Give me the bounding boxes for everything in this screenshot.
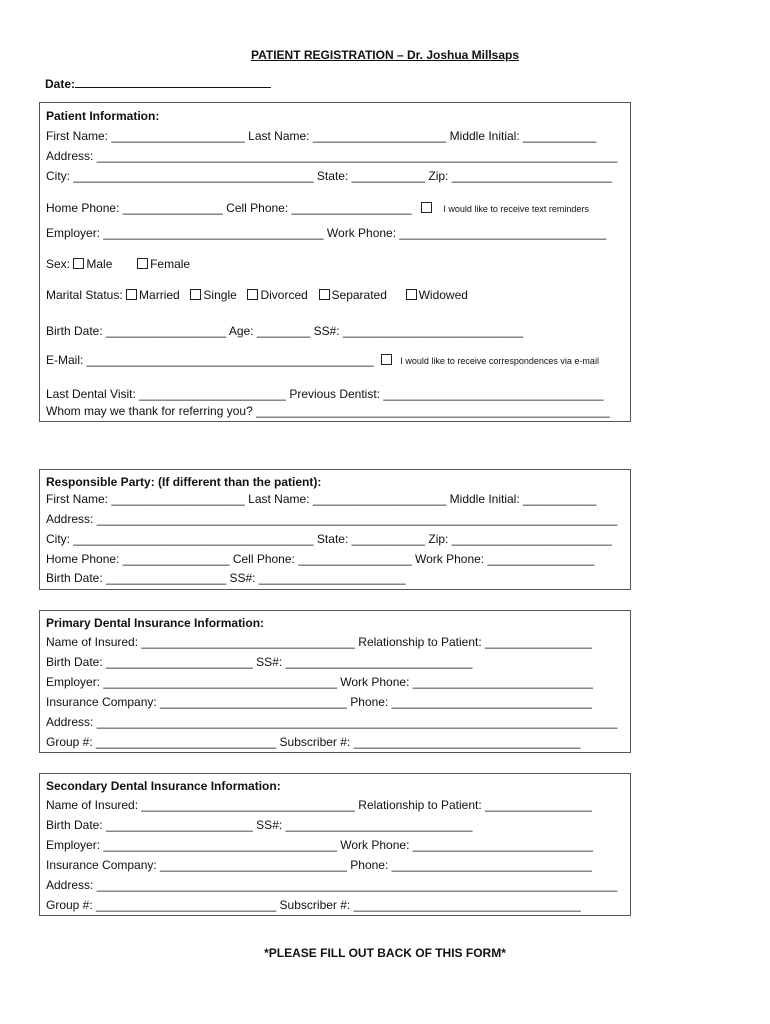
last-visit-row[interactable]: Last Dental Visit: ______________________ Previous Dentist: _________________________________: [46, 387, 604, 401]
secondary-insurance-section: [39, 773, 631, 916]
widowed-checkbox[interactable]: [406, 289, 417, 300]
primary-insurance-section: [39, 610, 631, 753]
widowed-label: Widowed: [418, 288, 468, 302]
divorced-checkbox[interactable]: [247, 289, 258, 300]
birth-date-row[interactable]: Birth Date: ______________________ SS#: ____________________________: [46, 655, 473, 669]
marital-status-label: Marital Status:: [46, 288, 123, 302]
address-row[interactable]: Address: ______________________________________________________________________________: [46, 512, 618, 526]
female-label: Female: [150, 257, 191, 271]
email-row[interactable]: [46, 353, 599, 368]
birth-date-row[interactable]: Birth Date: __________________ Age: ________ SS#: ___________________________: [46, 324, 524, 338]
divorced-label: Divorced: [260, 288, 308, 302]
section-header: Secondary Dental Insurance Information:: [46, 779, 281, 793]
address-row[interactable]: Address: ______________________________________________________________________________: [46, 715, 618, 729]
city-row[interactable]: City: ____________________________________ State: ___________ Zip: ________________________: [46, 169, 612, 183]
name-row[interactable]: First Name: ____________________ Last Name: ____________________ Middle Initial: ___________: [46, 492, 597, 506]
date-label: Date:: [45, 77, 76, 91]
section-header: Primary Dental Insurance Information:: [46, 616, 265, 630]
phone-row[interactable]: Home Phone: ________________ Cell Phone: _________________ Work Phone: ________________: [46, 552, 595, 566]
insurance-company-row[interactable]: Insurance Company: ____________________________ Phone: ______________________________: [46, 695, 592, 709]
patient-information-section: [39, 102, 631, 422]
group-row[interactable]: Group #: ___________________________ Subscriber #: __________________________________: [46, 898, 581, 912]
female-checkbox[interactable]: [137, 258, 148, 269]
date-field[interactable]: [45, 77, 271, 91]
birth-date-row[interactable]: Birth Date: __________________ SS#: ______________________: [46, 571, 406, 585]
section-header: Patient Information:: [46, 109, 160, 123]
text-reminder-checkbox[interactable]: [421, 202, 432, 213]
form-title: PATIENT REGISTRATION – Dr. Joshua Millsaps: [250, 48, 520, 62]
employer-row[interactable]: Employer: _________________________________ Work Phone: _______________________________: [46, 226, 607, 240]
group-row[interactable]: Group #: ___________________________ Subscriber #: __________________________________: [46, 735, 581, 749]
name-row[interactable]: First Name: ____________________ Last Name: ____________________ Middle Initial: ___________: [46, 129, 597, 143]
male-checkbox[interactable]: [73, 258, 84, 269]
phone-line[interactable]: Home Phone: _______________ Cell Phone: __________________: [46, 201, 412, 215]
referral-row[interactable]: Whom may we thank for referring you? _____________________________________________________: [46, 404, 610, 418]
email-line[interactable]: E-Mail: ___________________________________________: [46, 353, 374, 367]
text-reminder-label: I would like to receive text reminders: [443, 204, 589, 214]
insurance-company-row[interactable]: Insurance Company: ____________________________ Phone: ______________________________: [46, 858, 592, 872]
married-label: Married: [139, 288, 180, 302]
address-row[interactable]: Address: ______________________________________________________________________________: [46, 149, 618, 163]
footer-note: *PLEASE FILL OUT BACK OF THIS FORM*: [264, 946, 506, 960]
sex-label: Sex:: [46, 257, 71, 271]
email-pref-label: I would like to receive correspondences via e-mail: [400, 356, 599, 366]
male-label: Male: [86, 257, 113, 271]
insured-name-row[interactable]: Name of Insured: ________________________________ Relationship to Patient: ________________: [46, 798, 592, 812]
separated-label: Separated: [331, 288, 387, 302]
city-row[interactable]: City: ____________________________________ State: ___________ Zip: ________________________: [46, 532, 612, 546]
single-label: Single: [203, 288, 237, 302]
phone-row[interactable]: [46, 201, 589, 216]
marital-status-row: [46, 288, 468, 302]
sex-row: [46, 257, 190, 271]
responsible-party-section: [39, 469, 631, 590]
employer-row[interactable]: Employer: ___________________________________ Work Phone: ___________________________: [46, 838, 593, 852]
insured-name-row[interactable]: Name of Insured: ________________________________ Relationship to Patient: ________________: [46, 635, 592, 649]
address-row[interactable]: Address: ______________________________________________________________________________: [46, 878, 618, 892]
section-header: Responsible Party: (If different than the patient):: [46, 475, 322, 489]
email-pref-checkbox[interactable]: [381, 354, 392, 365]
single-checkbox[interactable]: [190, 289, 201, 300]
separated-checkbox[interactable]: [319, 289, 330, 300]
married-checkbox[interactable]: [126, 289, 137, 300]
date-line[interactable]: [75, 77, 271, 88]
employer-row[interactable]: Employer: ___________________________________ Work Phone: ___________________________: [46, 675, 593, 689]
birth-date-row[interactable]: Birth Date: ______________________ SS#: ____________________________: [46, 818, 473, 832]
